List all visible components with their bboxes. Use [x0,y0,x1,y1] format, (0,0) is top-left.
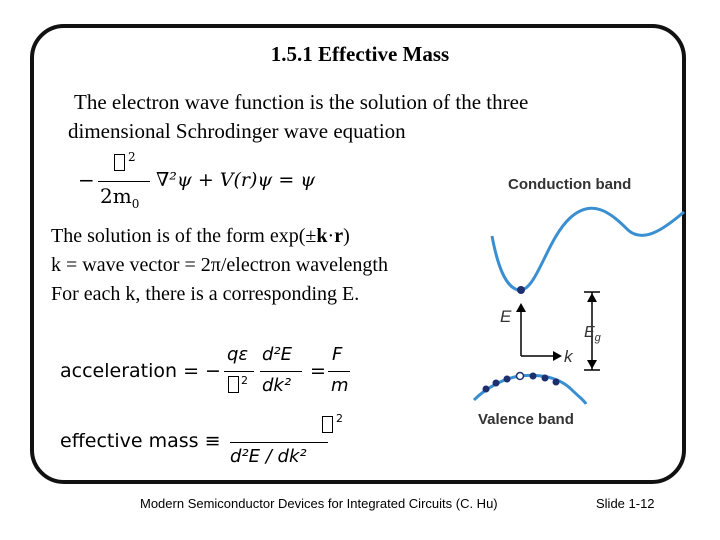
band-diagram [460,160,690,430]
gap-arrow-up [587,293,597,302]
valence-electron-dot [553,379,560,386]
effective-mass-exponent: 2 [336,412,343,425]
accel-num1: qε [227,344,249,365]
e-axis-label: E [500,307,512,326]
each-k-line: For each k, there is a corresponding E. [51,283,360,305]
conduction-band-curve [492,208,684,290]
accel-num3: F [332,344,343,365]
footer-slide-number: Slide 1-12 [596,496,655,511]
intro-line-2: dimensional Schrodinger wave equation [68,119,406,143]
accel-bar1 [224,371,254,372]
accel-bar2 [260,371,302,372]
schrodinger-subscript: 0 [131,197,140,211]
gap-label: $E_g$ [584,324,601,344]
accel-bar3 [328,371,350,372]
valence-electron-dot [504,376,511,383]
accel-den1-exponent: 2 [241,374,248,387]
accel-den2: dk² [262,375,292,396]
e-axis-arrow [516,303,526,312]
electron-dot [517,286,525,294]
solution-lines [51,222,388,309]
conduction-band-label: Conduction band [508,176,632,193]
valence-electron-dot [530,373,537,380]
gap-arrow-down [587,360,597,369]
hole-circle [517,373,524,380]
valence-band-curve [474,375,586,404]
schrodinger-minus: − [78,168,95,192]
effective-mass-equation [60,408,343,472]
accel-num2: d²E [262,344,293,365]
valence-holes [483,373,560,393]
slide-title: 1.5.1 Effective Mass [270,42,450,66]
schrodinger-equation [78,150,378,216]
accel-equals: = [310,360,326,382]
k-axis-label: k [564,347,573,366]
intro-paragraph [68,88,529,146]
wave-vector-line: k = wave vector = 2π/electron wavelength [51,254,388,276]
footer-source: Modern Semiconductor Devices for Integrated Circuits (C. Hu) [140,496,498,511]
schrodinger-denominator: $2m_0$ [100,184,140,211]
hbar-glyph-icon [114,154,125,171]
valence-electron-dot [483,386,490,393]
schrodinger-fraction-bar [98,181,150,182]
hbar-glyph-icon [228,376,239,393]
k-vector: k [316,225,328,247]
schrodinger-hbar-exponent: 2 [128,150,136,164]
accel-den3: m [331,375,349,396]
schrodinger-rhs: ∇²ψ + V(r)ψ = ψ [156,169,316,191]
valence-band-label: Valence band [478,411,574,428]
plus-minus-symbol: ± [305,225,317,247]
effective-mass-label: effective mass ≡ [60,430,221,452]
intro-line-1: The electron wave function is the solution of the three [74,90,529,114]
acceleration-label: acceleration = − [60,360,221,382]
valence-electron-dot [493,380,500,387]
r-vector: r [334,225,344,247]
hbar-glyph-icon [322,416,333,433]
acceleration-equation [60,340,350,404]
solution-form-line: The solution is of the form exp(±k·r) [51,225,350,247]
valence-electron-dot [542,375,549,382]
dot-operator: · [327,225,335,247]
k-axis-arrow [553,351,562,361]
effective-mass-bar [230,442,328,443]
effective-mass-denominator: d²E / dk² [230,446,307,467]
